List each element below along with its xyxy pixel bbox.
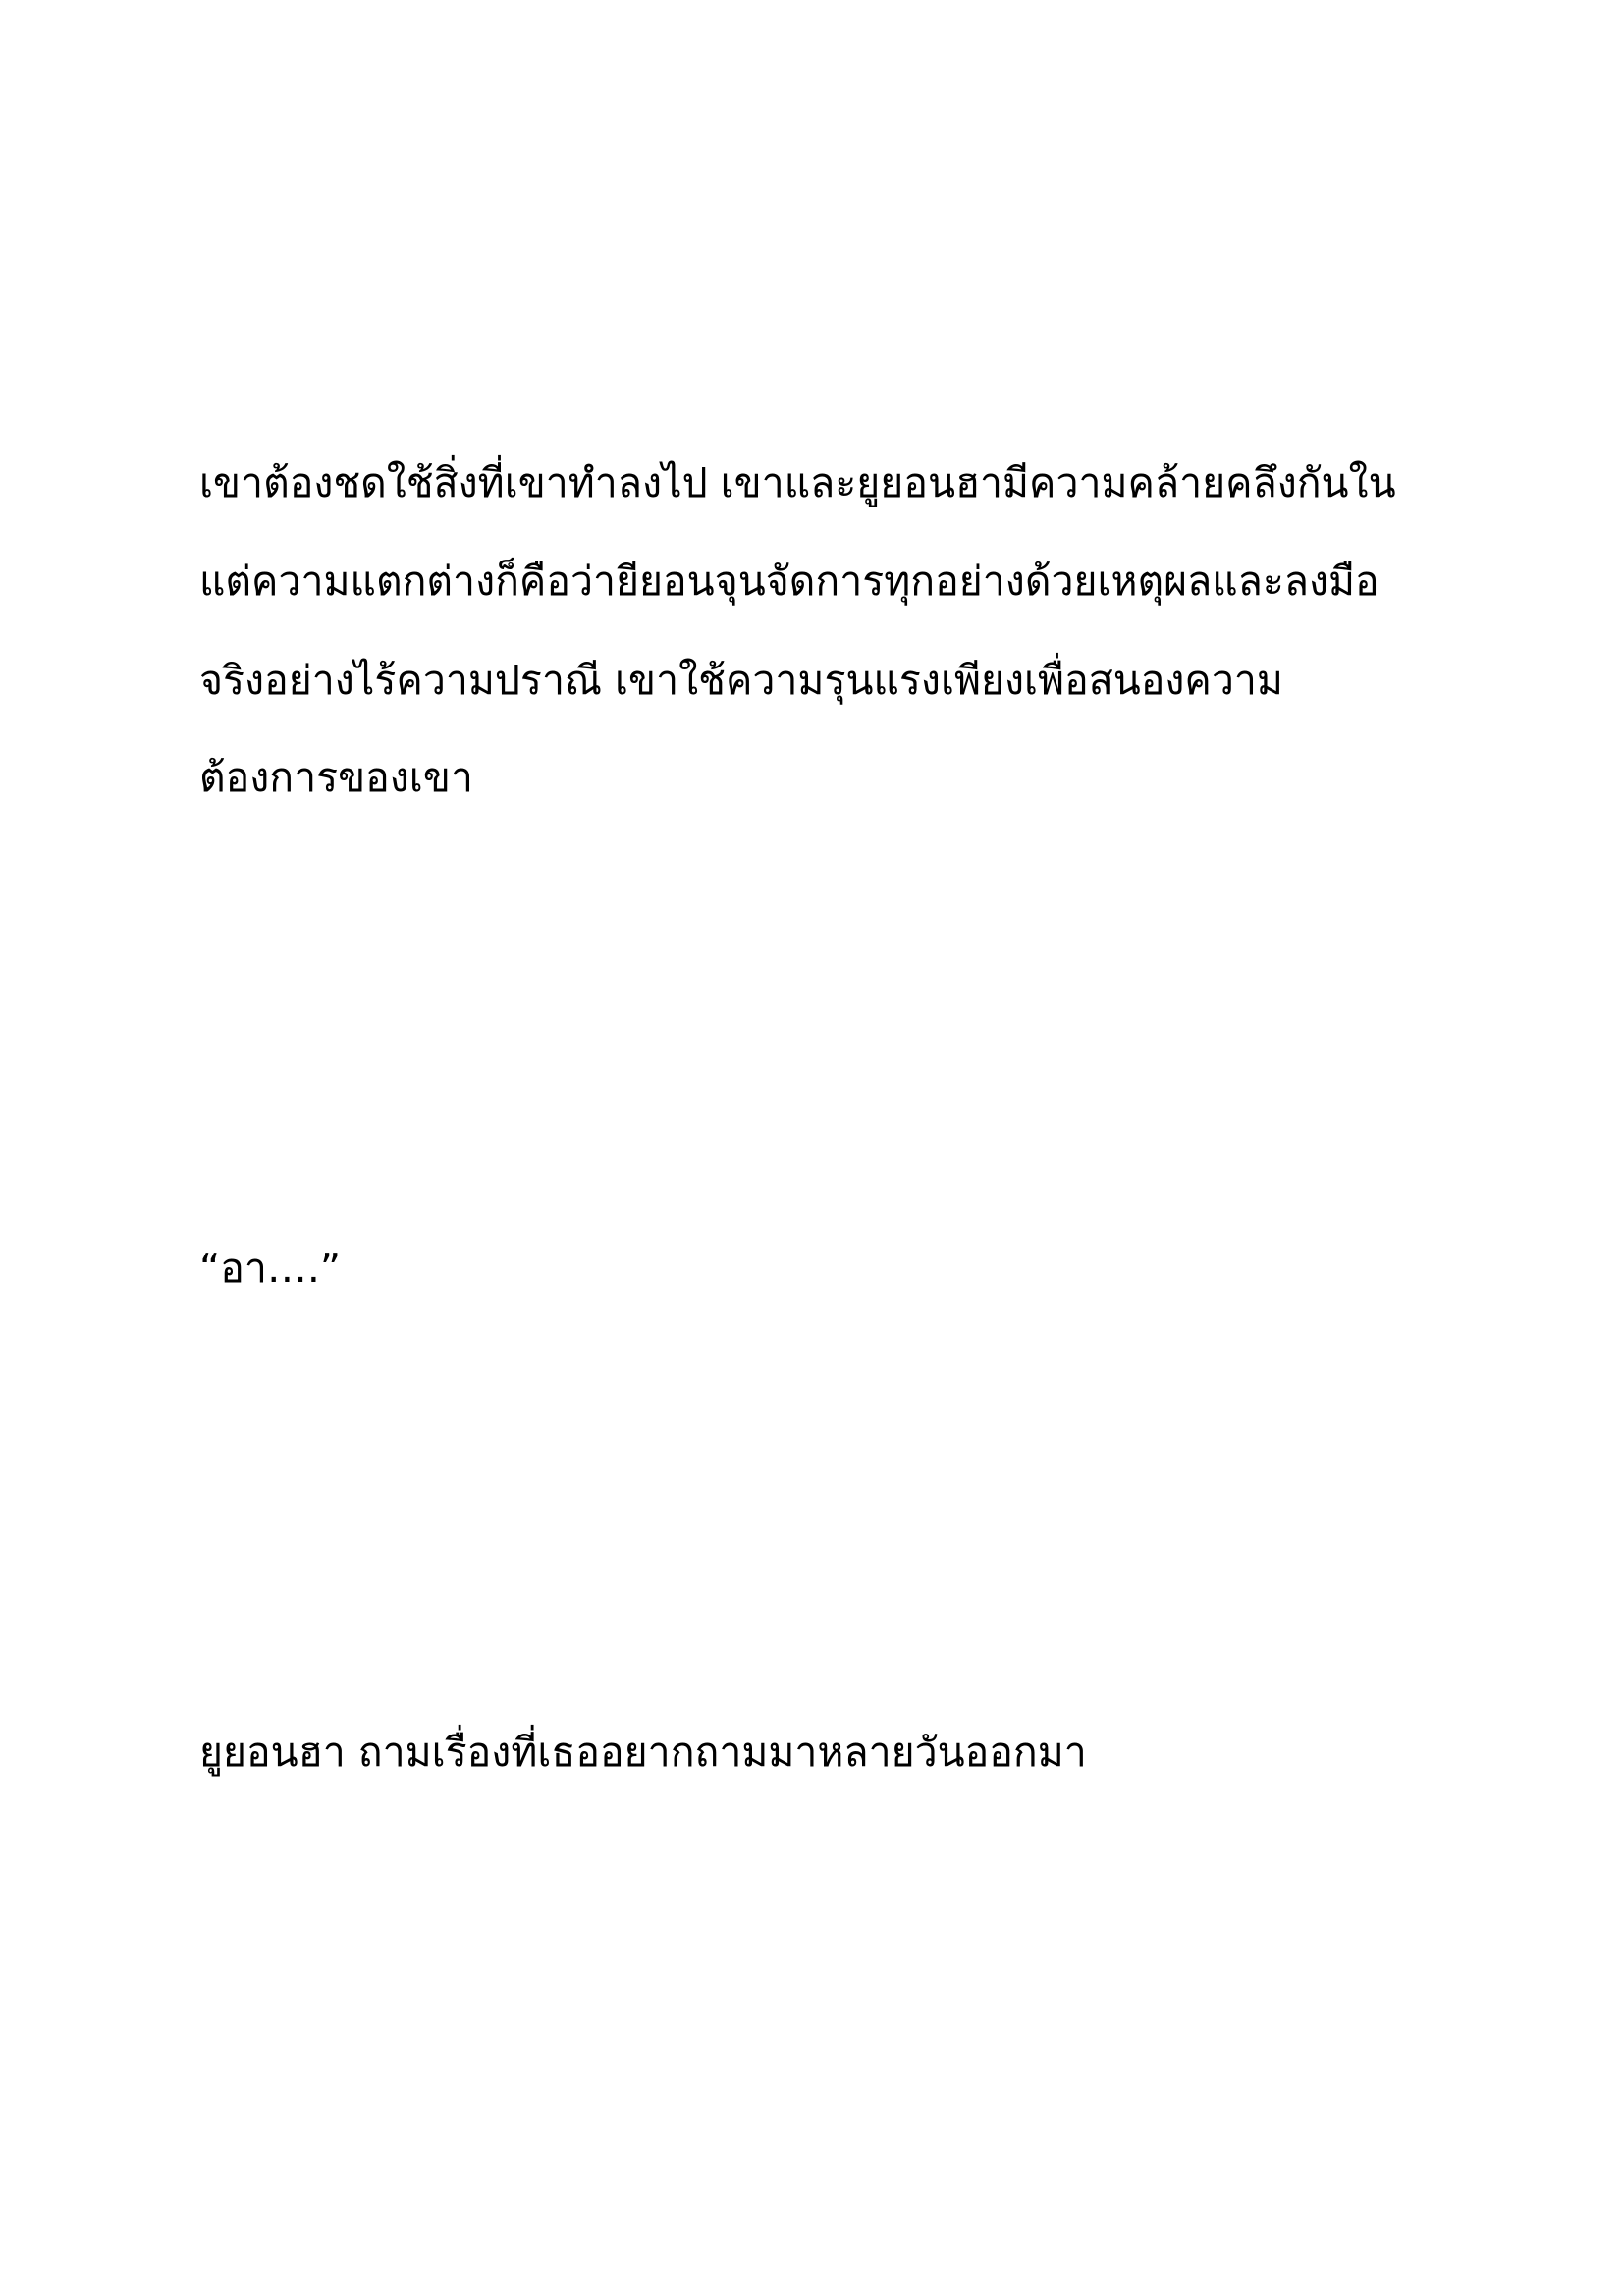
paragraph-line: แต่ความแตกต่างก็คือว่ายียอนจุนจัดการทุกอย่างด้วยเหตุผลและลงมือ [199,558,1380,605]
dialogue-line: “อา….” [199,1245,342,1292]
paragraph-line: จริงอย่างไร้ความปราณี เขาใช้ความรุนแรงเพียงเพื่อสนองความ [199,657,1283,704]
narration-line: ยูยอนฮา ถามเรื่องที่เธออยากถามมาหลายวันออกมา [199,1729,1087,1776]
paragraph-line: เขาต้องชดใช้สิ่งที่เขาทำลงไป เขาและยูยอนฮามีความคล้ายคลึงกันใน [199,459,1396,507]
paragraph-line: ต้องการของเขา [199,754,473,801]
